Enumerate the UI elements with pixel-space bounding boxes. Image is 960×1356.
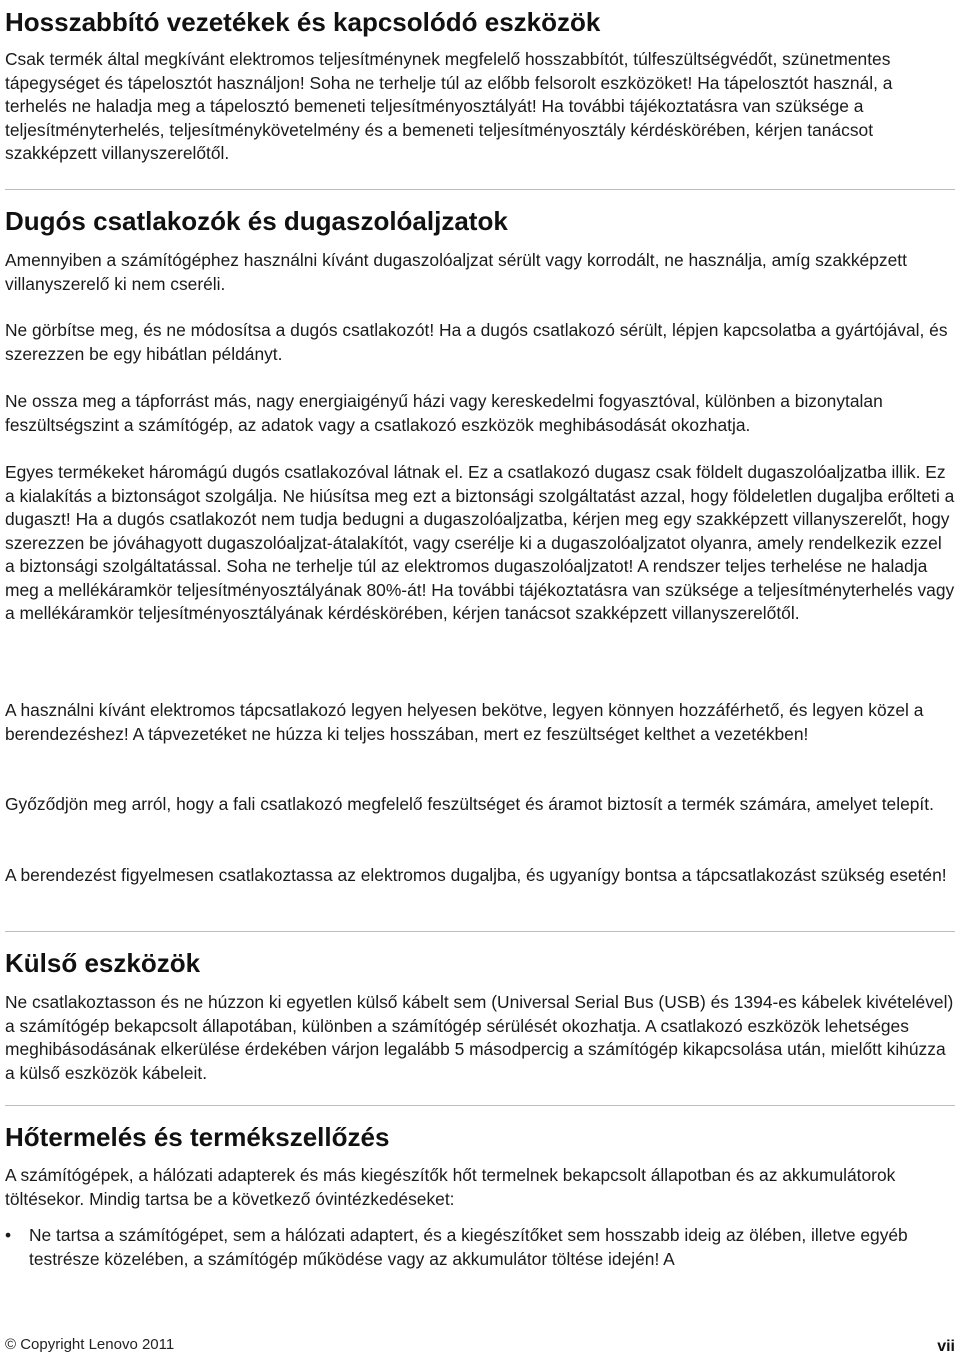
page-number: vii [937, 1338, 955, 1355]
paragraph: Győződjön meg arról, hogy a fali csatlakozó megfelelő feszültséget és áramot biztosít a termék számára, amelyet telepít. [5, 794, 934, 814]
bullet-icon: • [5, 1225, 12, 1245]
section-heading: Hosszabbító vezetékek és kapcsolódó eszközök [5, 7, 601, 37]
section-divider [5, 189, 955, 190]
section-heading: Hőtermelés és termékszellőzés [5, 1122, 390, 1152]
paragraph: A számítógépek, a hálózati adapterek és más kiegészítők hőt termelnek bekapcsolt állapotban és az akkumulátorok töltésekor. Mindig tartsa be a következő óvintézkedéseket: [5, 1165, 896, 1209]
paragraph: A használni kívánt elektromos tápcsatlakozó legyen helyesen bekötve, legyen könnyen hozzáférhető, és legyen közel a berendezéshez! A tápvezetéket ne húzza ki teljes hosszában, mert ez feszültséget kelthet a vezetékben! [5, 700, 924, 744]
section-divider [5, 1105, 955, 1106]
paragraph: Ne görbítse meg, és ne módosítsa a dugós csatlakozót! Ha a dugós csatlakozó sérült, lépjen kapcsolatba a gyártójával, és szerezzen be egy hibátlan példányt. [5, 320, 948, 364]
section-heading: Dugós csatlakozók és dugaszolóaljzatok [5, 206, 508, 236]
paragraph: Csak termék által megkívánt elektromos teljesítménynek megfelelő hosszabbítót, túlfeszültségvédőt, szünetmentes tápegységet és tápelosztót használjon! Soha ne terhelje túl az előbb felsorolt eszközöket! Ha tápelosztót használ, a terhelés ne haladja meg a tápelosztó bemeneti teljesítményosztályát! Ha további tájékoztatásra van szüksége a teljesítményterhelés, teljesítménykövetelmény és a bemeneti teljesítményosztály kérdéskörében, kérjen tanácsot szakképzett villanyszerelőtől. [5, 49, 893, 163]
copyright-footer: © Copyright Lenovo 2011 [5, 1336, 175, 1353]
paragraph: Amennyiben a számítógéphez használni kívánt dugaszolóaljzat sérült vagy korrodált, ne használja, amíg szakképzett villanyszerelő ki nem cseréli. [5, 250, 907, 294]
paragraph: A berendezést figyelmesen csatlakoztassa az elektromos dugaljba, és ugyanígy bontsa a tápcsatlakozást szükség esetén! [5, 865, 947, 885]
section-heading: Külső eszközök [5, 948, 201, 978]
paragraph: Ne ossza meg a tápforrást más, nagy energiaigényű házi vagy kereskedelmi fogyasztóval, különben a bizonytalan feszültségszint a számítógép, az adatok vagy a csatlakozó eszközök meghibásodását okozhatja. [5, 391, 883, 435]
paragraph: Ne csatlakoztasson és ne húzzon ki egyetlen külső kábelt sem (Universal Serial Bus (USB) és 1394-es kábelek kivételével) a számítógép bekapcsolt állapotában, különben a számítógép sérülését okozhatja. A csatlakozó eszközök lehetséges meghibásodásának elkerülése érdekében várjon legalább 5 másodpercig a számítógép kikapcsolása után, mielőtt kihúzza a külső eszközök kábeleit. [5, 992, 954, 1083]
bullet-list [5, 1224, 955, 1271]
paragraph: Egyes termékeket háromágú dugós csatlakozóval látnak el. Ez a csatlakozó dugasz csak földelt dugaszolóaljzatba illik. Ez a kialakítás a biztonságot szolgálja. Ne hiúsítsa meg ezt a biztonsági szolgáltatást azzal, hogy földeletlen dugaljba erőlteti a dugaszt! Ha a dugós csatlakozót nem tudja bedugni a dugaszolóaljzatba, kérjen meg egy szakképzett villanyszerelőt, hogy szerezzen be jóváhagyott dugaszolóaljzat-átalakítót, vagy cserélje ki a dugaszolóaljzatot olyanra, amely rendelkezik ezzel a biztonsági szolgáltatással. Soha ne terhelje túl az elektromos dugaszolóaljzatot! A rendszer teljes terhelése ne haladja meg a mellékáramkör teljesítményosztályának 80%-át! Ha további tájékoztatásra van szüksége a teljesítményterhelés vagy a mellékáramkör teljesítményosztályának kérdéskörében, kérjen tanácsot szakképzett villanyszerelőtől. [5, 462, 955, 623]
list-item [5, 1224, 955, 1271]
list-item-text: Ne tartsa a számítógépet, sem a hálózati adaptert, és a kiegészítőket sem hosszabb ideig az ölében, illetve egyéb testrésze közelében, a számítógép működése vagy az akkumulátor töltése idején! A [29, 1225, 908, 1269]
section-divider [5, 931, 955, 932]
